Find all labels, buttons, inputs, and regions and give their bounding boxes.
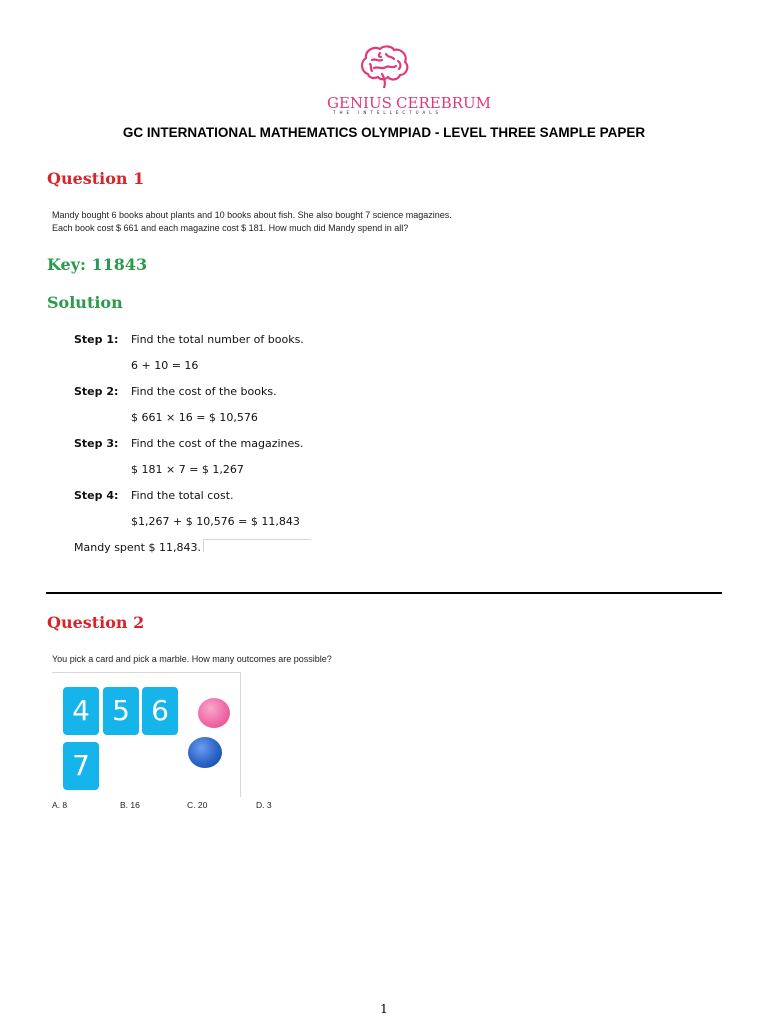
step-3-text: Find the cost of the magazines. <box>131 437 304 450</box>
step-4-label: Step 4: <box>74 489 119 502</box>
answer-key: Key: 11843 <box>47 255 148 274</box>
step-4 <box>74 489 234 502</box>
option-d: D. 3 <box>256 800 272 810</box>
step-2-label: Step 2: <box>74 385 119 398</box>
step-3-calc: $ 181 × 7 = $ 1,267 <box>131 463 244 476</box>
paper-title: GC INTERNATIONAL MATHEMATICS OLYMPIAD - LEVEL THREE SAMPLE PAPER <box>122 125 646 140</box>
brain-icon <box>358 44 410 88</box>
answer-box <box>203 539 311 552</box>
question-1-line-2: Each book cost $ 661 and each magazine cost $ 181. How much did Mandy spend in all? <box>52 222 409 233</box>
step-2-calc: $ 661 × 16 = $ 10,576 <box>131 411 258 424</box>
step-1-calc: 6 + 10 = 16 <box>131 359 199 372</box>
step-3 <box>74 437 304 450</box>
solution-conclusion: Mandy spent $ 11,843. <box>74 541 201 554</box>
cards-and-marbles-figure <box>52 672 241 797</box>
option-a: A. 8 <box>52 800 68 810</box>
step-4-text: Find the total cost. <box>131 489 234 502</box>
question-1-line-1: Mandy bought 6 books about plants and 10 books about fish. She also bought 7 science magazines. <box>52 210 452 220</box>
question-1-text <box>52 209 452 234</box>
step-1 <box>74 333 304 346</box>
option-c: C. 20 <box>187 800 208 810</box>
brand-tagline: THE INTELLECTUALS <box>333 110 443 115</box>
card-6: 6 <box>142 687 178 735</box>
question-2-text: You pick a card and pick a marble. How many outcomes are possible? <box>52 654 332 664</box>
question-1-heading: Question 1 <box>47 169 145 188</box>
card-4: 4 <box>63 687 99 735</box>
genius-cerebrum-logo <box>327 44 492 122</box>
step-1-text: Find the total number of books. <box>131 333 304 346</box>
question-2-heading: Question 2 <box>47 613 145 632</box>
brand-name: GENIUS CEREBRUM <box>327 94 492 112</box>
step-4-calc: $1,267 + $ 10,576 = $ 11,843 <box>131 515 300 528</box>
card-5: 5 <box>103 687 139 735</box>
card-7: 7 <box>63 742 99 790</box>
section-divider <box>46 592 722 594</box>
pink-marble <box>198 698 230 728</box>
step-1-label: Step 1: <box>74 333 119 346</box>
solution-heading: Solution <box>47 293 123 312</box>
step-2-text: Find the cost of the books. <box>131 385 277 398</box>
step-2 <box>74 385 277 398</box>
option-b: B. 16 <box>120 800 140 810</box>
step-3-label: Step 3: <box>74 437 119 450</box>
blue-marble <box>188 737 222 768</box>
page-number: 1 <box>380 1002 388 1016</box>
